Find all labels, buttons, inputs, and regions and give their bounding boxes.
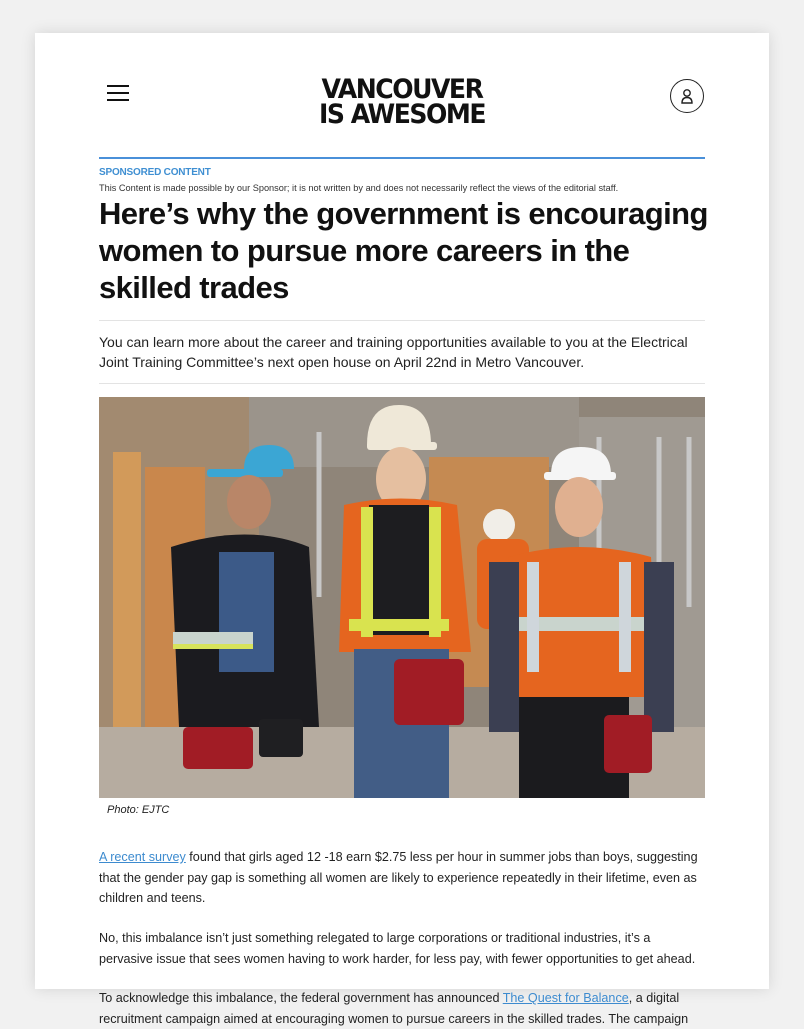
paragraph-3-text-after: , a digital recruitment campaign aimed at encouraging women to pursue careers in the skilled trades. The campaign (99, 991, 689, 1026)
article-paragraph-1 (99, 847, 705, 909)
header-divider (99, 157, 705, 159)
site-logo[interactable] (306, 74, 498, 130)
account-button[interactable] (670, 79, 704, 113)
hamburger-icon-bar (107, 92, 129, 94)
hamburger-icon-bar (107, 99, 129, 101)
headline-divider (99, 320, 705, 321)
user-icon (680, 88, 694, 104)
article-paragraph-3 (99, 988, 705, 1029)
paragraph-3-text-before: To acknowledge this imbalance, the federal government has announced (99, 991, 503, 1005)
article-headline: Here’s why the government is encouraging women to pursue more careers in the skilled trades (99, 196, 708, 305)
sponsor-disclaimer: This Content is made possible by our Sponsor; it is not written by and does not necessarily reflect the views of the editorial staff. (99, 183, 619, 193)
quest-for-balance-link[interactable]: The Quest for Balance (502, 991, 629, 1005)
hero-photo (99, 397, 705, 798)
photo-caption: Photo: EJTC (107, 804, 170, 816)
hamburger-icon-bar (107, 85, 129, 87)
article-page (35, 33, 769, 1026)
sponsored-label: SPONSORED CONTENT (99, 167, 211, 178)
article-dek: You can learn more about the career and training opportunities available to you at the Electrical Joint Training Committee’s next open house on April 22nd in Metro Vancouver. (99, 334, 688, 370)
recent-survey-link[interactable]: A recent survey (99, 850, 186, 864)
paragraph-1-text: found that girls aged 12 -18 earn $2.75 less per hour in summer jobs than boys, suggesting that the gender pay gap is something all women are likely to experience repeatedly in their lifetime, even as children and teens. (99, 850, 698, 905)
logo-line-1: VANCOUVER (321, 74, 483, 105)
hamburger-menu-button[interactable] (107, 85, 129, 103)
article-paragraph-2: No, this imbalance isn’t just something relegated to large corporations or traditional industries, it’s a pervasive issue that sees women having to work harder, for less pay, with fewer opportunities to get ahead. (99, 931, 696, 966)
hero-photo-illustration (99, 397, 705, 798)
logo-line-2: IS AWESOME (318, 99, 486, 130)
dek-divider (99, 383, 705, 384)
